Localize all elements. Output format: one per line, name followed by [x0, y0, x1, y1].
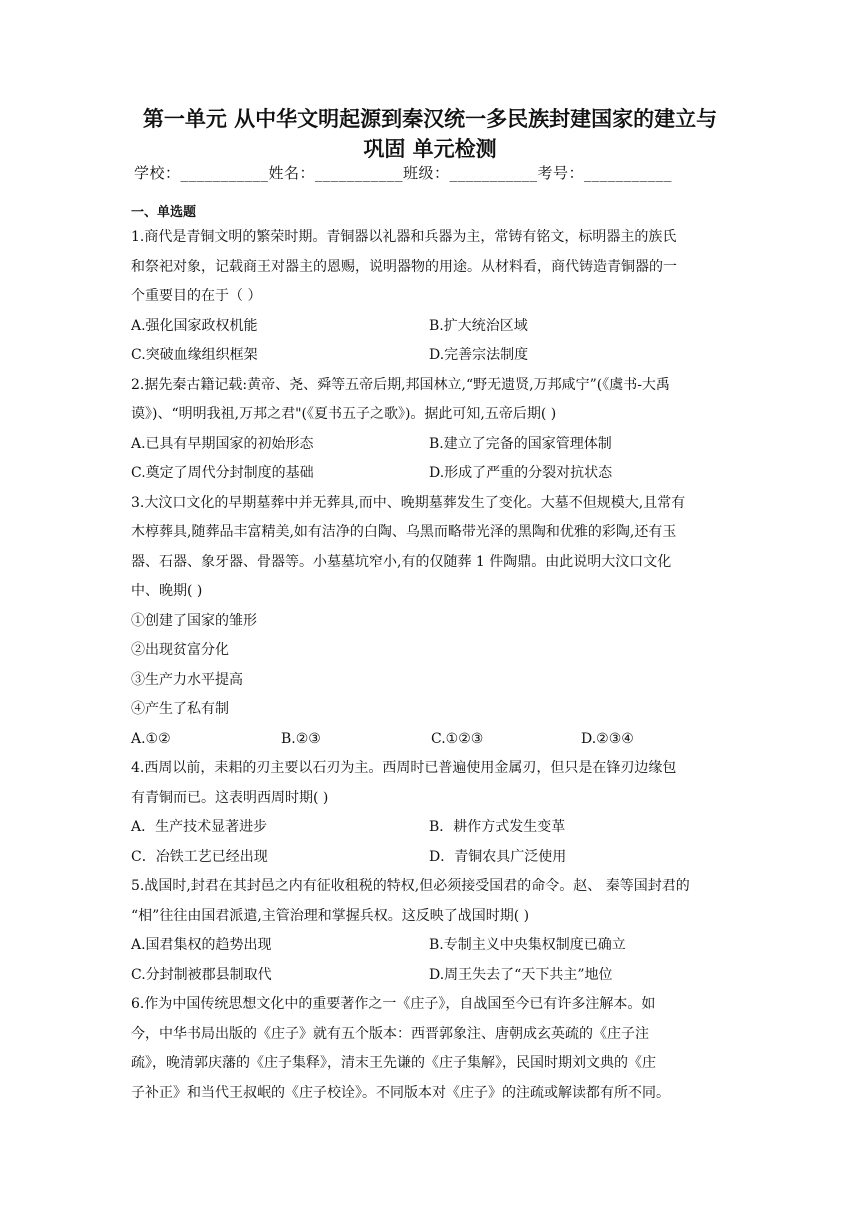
statement-item: ①创建了国家的雏形: [131, 612, 257, 629]
options-row: [131, 961, 737, 991]
option-d: D.完善宗法制度: [429, 347, 529, 363]
question-stem-line: 5.战国时,封君在其封邑之内有征收租税的特权,但必须接受国君的命令。赵、 秦等国封君的: [131, 878, 690, 894]
option-c: C．冶铁工艺已经出现: [131, 848, 268, 865]
option-a: A.国君集权的趋势出现: [131, 937, 272, 953]
question-stem-line: 木椁葬具,随葬品丰富精美,如有洁净的白陶、乌黑而略带光泽的黑陶和优雅的彩陶,还有玉: [131, 524, 677, 540]
option-a: A.①②: [131, 730, 171, 747]
options-row: [131, 341, 737, 371]
question-list: [131, 205, 737, 1108]
question-stem-line: 3.大汶口文化的早期墓葬中并无葬具,而中、晚期墓葬发生了变化。大墓不但规模大,且常有: [131, 494, 686, 511]
question-stem-line: 子补正》和当代王叔岷的《庄子校诠》。不同版本对《庄子》的注疏或解读都有所不同。: [131, 1084, 670, 1101]
option-c: C.奠定了周代分封制度的基础: [131, 465, 314, 481]
option-a: A.强化国家政权机能: [131, 317, 258, 334]
question-stem-line: 有青铜而已。这表明西周时期( ): [131, 789, 329, 806]
section-heading: 一、单选题: [131, 205, 197, 220]
question-stem-line: 2.据先秦古籍记载:黄帝、尧、舜等五帝后期,邦国林立,“野无遗贤,万邦咸宁”(《虞书-大禹: [131, 376, 670, 393]
option-b: B.专制主义中央集权制度已确立: [429, 937, 626, 953]
question-stem-line: 今，中华书局出版的《庄子》就有五个版本：西晋郭象注、唐朝成玄英疏的《庄子注: [131, 1025, 649, 1042]
options-row: [131, 813, 737, 843]
option-a: A．生产技术显著进步: [131, 819, 268, 835]
question-stem-line: 4.西周以前，耒耜的刃主要以石刃为主。西周时已普遍使用金属刃，但只是在锋刃边缘包: [131, 760, 677, 776]
question-4: [131, 754, 737, 872]
option-d: D．青铜农具广泛使用: [429, 848, 567, 865]
question-stem-line: 谟》)、“明明我祖,万邦之君"(《夏书五子之歌》)。据此可知,五帝后期( ): [131, 406, 557, 422]
title-line-1: 第一单元 从中华文明起源到秦汉统一多民族封建国家的建立与: [142, 107, 718, 131]
option-d: D.周王失去了“天下共主”地位: [429, 966, 613, 983]
statement-item: ②出现贫富分化: [131, 642, 229, 658]
options-row: [131, 312, 737, 342]
question-stem-line: 个重要目的在于（ ）: [131, 288, 262, 304]
question-stem-line: 1.商代是青铜文明的繁荣时期。青铜器以礼器和兵器为主，常铸有铭文，标明器主的族氏: [131, 229, 677, 245]
option-c: C.分封制被郡县制取代: [131, 966, 272, 983]
option-a: A.已具有早期国家的初始形态: [131, 435, 314, 452]
option-b: B．耕作方式发生变革: [429, 819, 566, 835]
statement-item: ④产生了私有制: [131, 701, 229, 717]
question-stem-line: 中、晚期( ): [131, 583, 203, 599]
option-d: D.形成了严重的分裂对抗状态: [429, 465, 613, 481]
question-stem-line: 和祭祀对象，记载商王对器主的恩赐，说明器物的用途。从材料看，商代铸造青铜器的一: [131, 258, 677, 275]
question-2: [131, 371, 737, 489]
title-line-2: 巩固 单元检测: [363, 137, 497, 161]
question-3: [131, 489, 737, 755]
option-d: D.②③④: [581, 730, 634, 747]
question-stem-line: “相”往往由国君派遣,主管治理和掌握兵权。这反映了战国时期( ): [131, 907, 530, 924]
question-stem-line: 器、石器、象牙器、骨器等。小墓墓坑窄小,有的仅随葬 1 件陶鼎。由此说明大汶口文化: [131, 553, 672, 570]
options-row: [131, 459, 737, 489]
question-stem-line: 6.作为中国传统思想文化中的重要著作之一《庄子》，自战国至今已有许多注解本。如: [131, 996, 656, 1012]
question-1: [131, 223, 737, 371]
student-info-line: 学校：___________姓名：___________班级：___________考号：___________: [134, 164, 673, 182]
option-b: B.扩大统治区域: [429, 317, 528, 334]
options-row: [131, 931, 737, 961]
options-row: [131, 843, 737, 873]
option-c: C.①②③: [431, 730, 484, 747]
page-title: [60, 104, 800, 164]
question-stem-line: 疏》，晚清郭庆藩的《庄子集释》，清末王先谦的《庄子集解》，民国时期刘文典的《庄: [131, 1055, 656, 1071]
question-5: [131, 872, 737, 990]
options-row: [131, 725, 737, 755]
option-b: B.②③: [281, 730, 321, 747]
statement-item: ③生产力水平提高: [131, 671, 243, 688]
option-b: B.建立了完备的国家管理体制: [429, 435, 612, 452]
question-6: [131, 990, 737, 1108]
options-row: [131, 430, 737, 460]
option-c: C.突破血缘组织框架: [131, 347, 258, 363]
